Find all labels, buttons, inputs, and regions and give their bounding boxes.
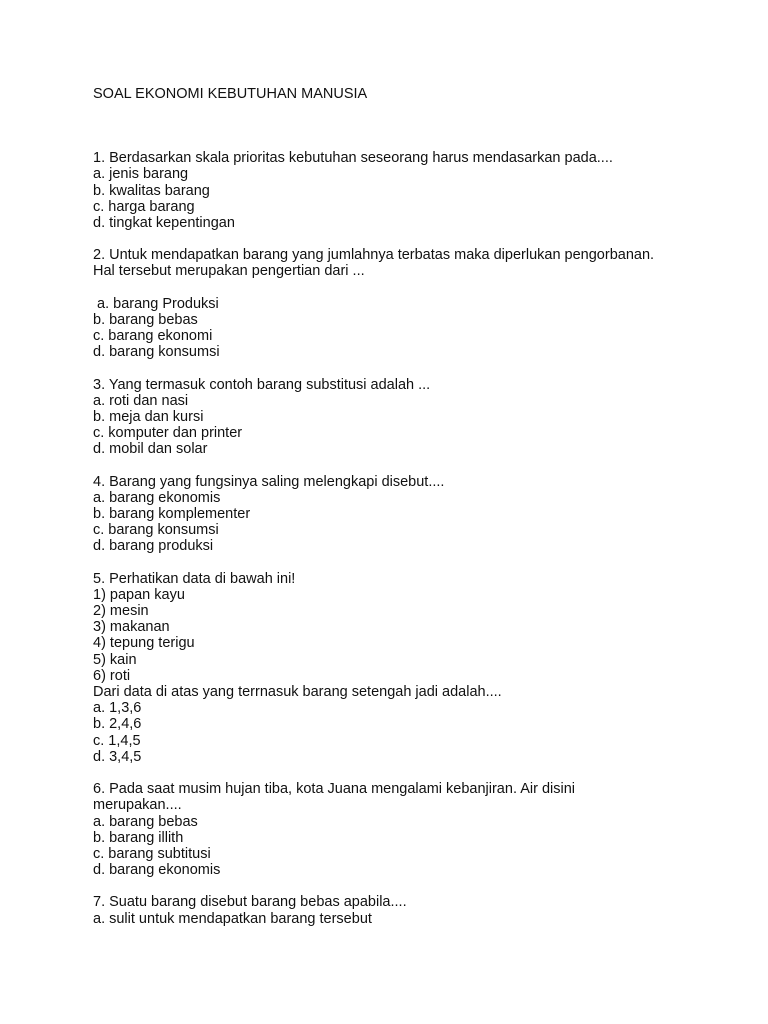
question-stem: 6. Pada saat musim hujan tiba, kota Juana mengalami kebanjiran. Air disini	[93, 781, 575, 798]
answer-option: b. barang bebas	[93, 312, 198, 329]
question-4	[93, 474, 733, 555]
answer-option: c. barang konsumsi	[93, 522, 219, 539]
question-stem: merupakan....	[93, 797, 182, 814]
question-stem: 1. Berdasarkan skala prioritas kebutuhan seseorang harus mendasarkan pada....	[93, 150, 613, 167]
question-stem: 3. Yang termasuk contoh barang substitusi adalah ...	[93, 376, 431, 393]
data-list-item: 2) mesin	[93, 603, 149, 620]
question-3	[93, 377, 733, 458]
answer-option: a. sulit untuk mendapatkan barang tersebut	[93, 910, 372, 927]
question-stem: Hal tersebut merupakan pengertian dari ...	[93, 263, 365, 280]
page-title: SOAL EKONOMI KEBUTUHAN MANUSIA	[93, 86, 368, 102]
answer-option: c. harga barang	[93, 198, 195, 215]
answer-option: d. barang konsumsi	[93, 344, 220, 361]
question-2	[93, 247, 733, 360]
data-list-item: 1) papan kayu	[93, 586, 185, 603]
answer-option: b. 2,4,6	[93, 716, 142, 733]
answer-option: d. barang ekonomis	[93, 862, 221, 879]
question-6	[93, 781, 733, 878]
question-stem: 5. Perhatikan data di bawah ini!	[93, 570, 296, 587]
answer-option: d. 3,4,5	[93, 748, 142, 765]
answer-option: b. kwalitas barang	[93, 182, 210, 199]
question-5	[93, 571, 733, 765]
data-list-item: 3) makanan	[93, 619, 170, 636]
question-stem: 7. Suatu barang disebut barang bebas apabila....	[93, 894, 407, 911]
answer-option: b. barang komplementer	[93, 506, 251, 523]
answer-option: c. komputer dan printer	[93, 425, 243, 442]
answer-option: c. barang subtitusi	[93, 845, 211, 862]
answer-option: d. tingkat kepentingan	[93, 215, 235, 232]
answer-option: a. jenis barang	[93, 166, 189, 183]
answer-option: b. barang illith	[93, 829, 184, 846]
data-list-item: 6) roti	[93, 667, 131, 684]
answer-option: a. barang Produksi	[93, 295, 219, 312]
answer-option: b. meja dan kursi	[93, 409, 204, 426]
answer-option: d. mobil dan solar	[93, 441, 208, 458]
answer-option: c. barang ekonomi	[93, 328, 213, 345]
answer-option: d. barang produksi	[93, 538, 214, 555]
blank-line	[93, 280, 733, 296]
answer-option: a. barang bebas	[93, 813, 198, 830]
question-7	[93, 894, 733, 926]
answer-option: c. 1,4,5	[93, 732, 141, 749]
document-page	[93, 86, 733, 943]
answer-option: a. roti dan nasi	[93, 392, 189, 409]
question-1	[93, 150, 733, 231]
question-stem: 4. Barang yang fungsinya saling melengkapi disebut....	[93, 473, 445, 490]
answer-option: a. 1,3,6	[93, 700, 142, 717]
answer-option: a. barang ekonomis	[93, 489, 221, 506]
data-list-item: 4) tepung terigu	[93, 635, 195, 652]
data-list-item: 5) kain	[93, 651, 137, 668]
question-stem: 2. Untuk mendapatkan barang yang jumlahnya terbatas maka diperlukan pengorbanan.	[93, 247, 655, 264]
question-stem: Dari data di atas yang terrnasuk barang setengah jadi adalah....	[93, 684, 502, 701]
